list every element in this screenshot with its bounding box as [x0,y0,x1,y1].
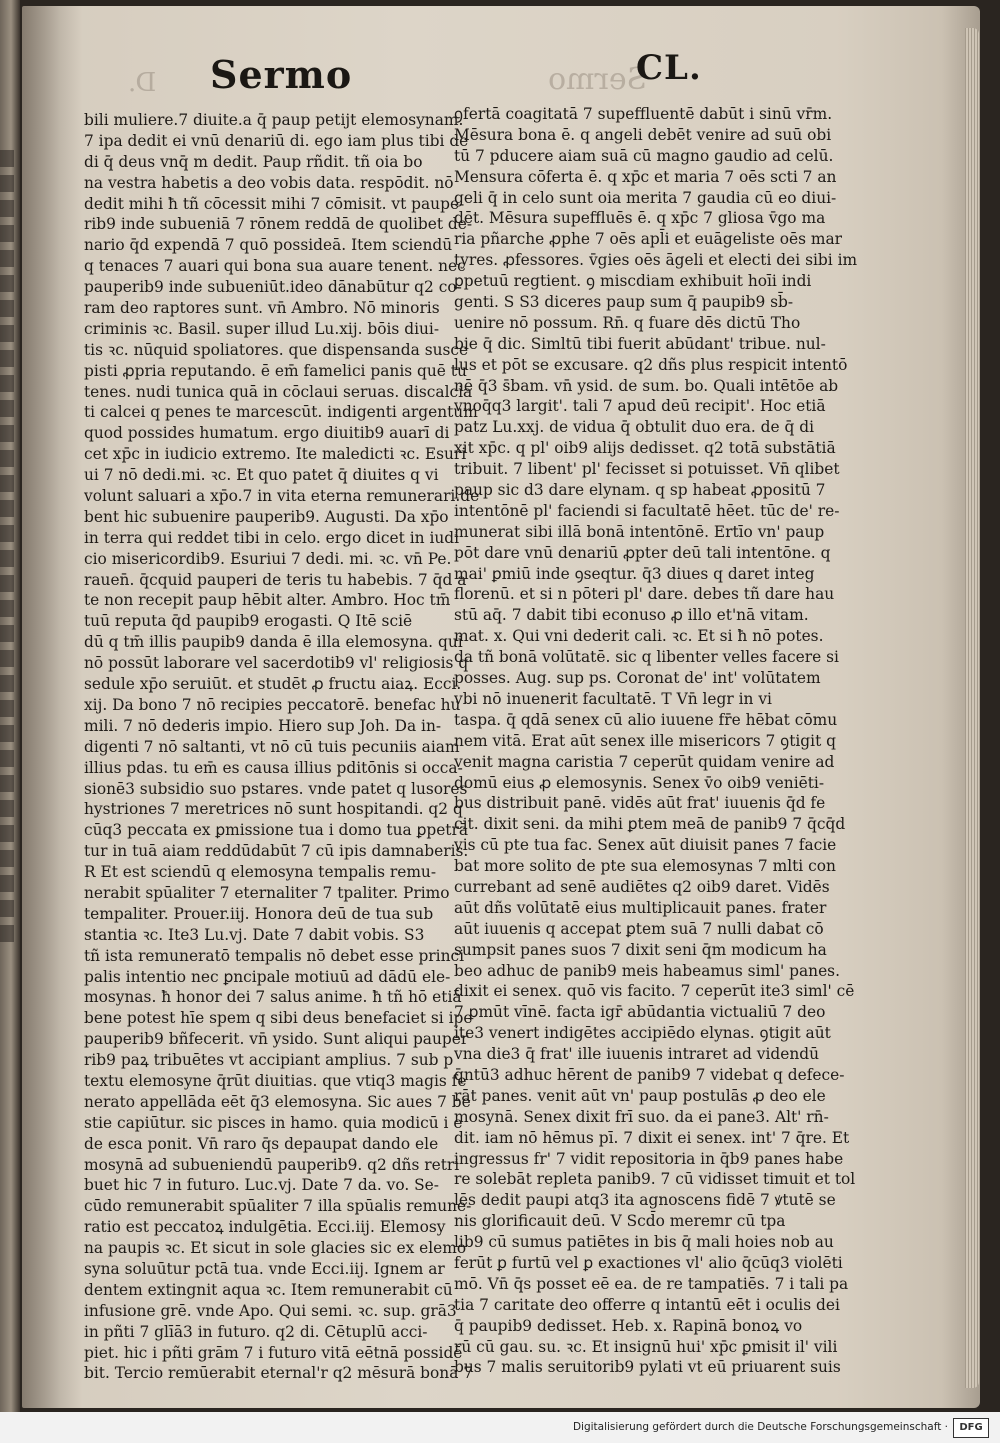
text-line: tur in tuā aiam reddūdabūt 7 cū ipis damnaberis. [84,842,469,861]
text-line: bat more solito de pte sua elemosynas 7 mlti con [454,857,836,876]
text-line: tñ ista remuneratō tempalis nō debet esse princi [84,946,465,965]
text-line: ui 7 nō dedi.mi. ꝛc. Et quo patet q̄ diuites q vi [84,466,439,485]
text-line: lēs dedit paupi atq3 ita agnoscens fidē 7 ꝟtutē se [454,1191,836,1210]
gutter-shadow [22,6,82,1408]
text-line: cio misericordib9. Esuriui 7 dedi. mi. ꝛc. vn̄ Pe. [84,549,452,568]
text-line: tyres. ꝓfessores. v̄gies oēs āgeli et electi dei sibi im [454,251,858,270]
text-line: nerabit spūaliter 7 eternaliter 7 tpaliter. Primo [84,883,450,902]
text-line: dedit mihi ħ tñ cōcessit mihi 7 cōmisit. vt paupe- [84,194,465,213]
text-line: dixit ei senex. quō vis facito. 7 ceperūt ite3 siml' cē [454,982,855,1001]
text-line: patz Lu.xxj. de vidua q̄ obtulit duo era. de q̄ di [454,418,815,437]
text-line: palis intentio nec ꝑncipale motiuū ad dādū ele- [84,967,451,986]
text-line: bit. Tercio remūerabit eternal'r q2 mēsurā bonā 7 [84,1364,474,1383]
bleed-through-marginal: D. [128,68,157,98]
text-line: ti calcei q penes te marcescūt. indigenti argentum [84,403,478,422]
text-line: pisti ꝓpria reputando. ē em̄ famelici panis quē tu [84,361,467,380]
text-line: piet. hic i pñti grām 7 i futuro vitā eētnā possidē [84,1343,463,1362]
funding-credit: Digitalisierung gefördert durch die Deutsche Forschungsgemeinschaft · [572,1421,948,1433]
text-line: vis cū pte tua fac. Senex aūt diuisit panes 7 facie [454,836,837,855]
text-line: na paupis ꝛc. Et sicut in sole glacies sic ex elemo [84,1239,467,1258]
bleed-through-title: Sermo [548,62,648,97]
text-line: tū 7 pducere aiam suā cū magno gaudio ad celū. [454,146,834,165]
text-line: cit. dixit seni. da mihi ꝑtem meā de panib9 7 q̄cq̄d [454,815,846,834]
text-line: tuū reputa q̄d paupib9 erogasti. Q Itē sciē [84,612,413,631]
text-line: vna die3 q̄ frat' ille iuuenis intraret ad videndū [454,1045,820,1064]
text-line: Mensura cōferta ē. q xp̄c et maria 7 oēs scti 7 an [454,167,837,186]
text-line: tempaliter. Prouer.iij. Honora deū de tua sub [84,904,434,923]
right-text-column [454,104,858,1378]
text-line: rib9 inde subueniā 7 rōnem reddā de quolibet de- [84,215,473,234]
running-title: Sermo [210,52,353,97]
text-line: sionē3 subsidio suo pstares. vnde patet q lusores [84,779,468,798]
text-line: digenti 7 nō saltanti, vt nō cū tuis pecuniis aiam [84,737,460,756]
text-line: cet xp̄c in iudicio extremo. Ite maledicti ꝛc. Esuri [84,445,467,464]
text-line: ingressus fr' 7 vidit repositoria in q̄b9 panes habe [454,1149,844,1168]
text-line: buet hic 7 in futuro. Luc.vj. Date 7 da. vo. Se- [84,1176,439,1195]
text-line: tribuit. 7 libent' pl' fecisset si potuisset. Vn̄ qlibet [454,460,840,479]
text-line: q̄ntū3 adhuc hērent de panib9 7 videbat q defece- [454,1065,845,1084]
text-line: de esca ponit. Vn̄ raro q̄s depaupat dando ele [84,1134,439,1153]
text-line: 7 ꝑmūt vīnē. facta igr̄ abūdantia victualiū 7 deo [454,1003,826,1022]
text-line: bus 7 malis seruitorib9 pylati vt eū priuarent suis [454,1358,841,1377]
text-line: in pñti 7 glīā3 in futuro. q2 di. Cētuplū acci- [84,1322,428,1341]
text-line: cūdo remunerabit spūaliter 7 illa spūalis remune- [84,1197,472,1216]
text-line: bili muliere.7 diuite.a q̄ paup petijt elemosynam. [84,111,464,129]
text-line: genti. S S3 diceres paup sum q̄ paupib9 sb̄- [454,293,794,312]
text-line: da tñ bonā volūtatē. sic q libenter velles facere si [454,648,839,667]
text-line: geli q̄ in celo sunt oia merita 7 gaudia cū eo diui- [454,188,837,207]
text-line: tis ꝛc. nūquid spoliatores. que dispensanda susce [84,340,469,359]
previous-page-text-fragment [0,150,18,950]
text-line: florenū. et si n pōteri pl' dare. debes tñ dare hau [454,585,835,604]
text-line: nō possūt laborare vel sacerdotib9 vl' religiosis q [84,654,469,673]
text-line: textu elemosyne q̄rūt diuitias. que vtiq3 magis fe [84,1071,467,1090]
text-line: ram deo raptores sunt. vn̄ Ambro. Nō minoris [84,299,440,318]
text-line: criminis ꝛc. Basil. super illud Lu.xij. bōis diui- [84,319,440,338]
text-line: dentem extingnit aqua ꝛc. Item remunerabit cū [84,1280,453,1299]
text-line: rū cū gau. su. ꝛc. Et insignū hui' xp̄c ꝑmisit il' vili [454,1337,838,1356]
text-line: syna soluūtur pctā tua. vnde Ecci.iij. Ignem ar [84,1259,445,1278]
text-line: di q̄ deus vnq̄ m dedit. Paup rñdit. tñ oia bo [84,152,423,171]
text-line: mili. 7 nō dederis impio. Hiero sup Joh. Da in- [84,716,442,735]
text-line: lib9 cū sumus patiētes in bis q̄ mali hoies nob au [454,1233,834,1252]
text-line: stie capiūtur. sic pisces in hamo. quia modicū i e [84,1113,463,1132]
text-line: q tenaces 7 auari qui bona sua auare tenent. nec [84,257,466,276]
text-line: nario q̄d expendā 7 quō possideā. Item sciendū [84,236,453,255]
text-line: ꝯfertā coagitatā 7 supeffluentē dabūt i sinū vr̄m. [454,105,833,123]
text-line: uenire nō possum. Rn̄. q fuare dēs dictū Tho [454,313,801,332]
text-line: currebant ad senē audiētes q2 oib9 daret. Vidēs [454,877,830,896]
text-line: mai' ꝑmiū inde ꝯseqtur. q̄3 diues q daret integ [454,564,815,583]
text-line: sumpsit panes suos 7 dixit seni q̄m modicum ha [454,940,827,959]
dfg-logo: DFG [953,1418,989,1438]
page-fore-edge [965,28,979,1388]
text-line: stantia ꝛc. Ite3 Lu.vj. Date 7 dabit vobis. S3 [84,925,425,944]
text-line: mosynā. Senex dixit frī suo. da ei pane3. Alt' rn̄- [454,1107,829,1126]
text-line: mō. Vn̄ q̄s posset eē ea. de re tampatiēs. 7 i tali pa [454,1274,849,1293]
text-line: munerat sibi illā bonā intentōnē. Ertīo vn' paup [454,522,825,541]
folio-number: CL. [636,48,702,88]
text-line: mat. x. Qui vni dederit cali. ꝛc. Et si ħ nō potes. [454,627,824,646]
text-line: pauperib9 bñfecerit. vn̄ ysido. Sunt aliqui pauper [84,1030,469,1049]
text-line: ꝑpetuū regtient. ꝯ miscdiam exhibuit hoīi indi [454,272,812,291]
text-line: domū eius ꝓ elemosynis. Senex v̄o oib9 veniēti- [454,773,825,792]
text-line: volunt saluari a xp̄o.7 in vita eterna remunerari.de [84,487,480,506]
text-line: beo adhuc de panib9 meis habeamus siml' panes. [454,961,840,980]
text-line: Mēsura bona ē. q angeli debēt venire ad suū obi [454,125,832,144]
text-line: 7 ipa dedit ei vnū denariū di. ego iam plus tibi de [84,131,469,150]
text-line: aūt iuuenis q accepat ꝑtem suā 7 nulli dabat cō [454,919,824,938]
text-line: aūt dñs volūtatē eius multiplicauit panes. frater [454,898,827,917]
text-line: vbi nō inuenerit facultatē. T Vn̄ legr in vi [454,689,772,708]
text-line: vnoq̄q3 largit'. tali 7 apud deū recipit'. Hoc etiā [454,397,826,416]
text-line: stū aq̄. 7 dabit tibi econuso ꝓ illo et'nā vitam. [454,606,809,625]
text-line: dū q tm̄ illis paupib9 danda ē illa elemosyna. qui [84,633,463,652]
text-line: xij. Da bono 7 nō recipies peccatorē. benefac hu [84,695,461,714]
text-line: illius pdas. tu em̄ es causa illius pditōnis si occa- [84,758,463,777]
text-line: nerato appellāda eēt q̄3 elemosyna. Sic aues 7 be [84,1092,471,1111]
text-line: nis glorificauit deū. V Scd̄o meremr cū tpa [454,1212,786,1231]
text-line: rāt panes. venit aūt vn' paup postulās ꝓ deo ele [454,1086,826,1105]
text-line: bent hic subuenire pauperib9. Augusti. Da xp̄o [84,507,449,526]
text-line: pōt dare vnū denariū ꝓpter deū tali intentōne. q [454,543,831,562]
text-line: rib9 paꝝ tribuētes vt accipiant amplius. 7 sub p [84,1051,454,1070]
text-line: paup sic d3 dare elynam. q sp habeat ꝓpositū 7 [454,481,826,500]
text-line: lus et pōt se excusare. q2 dñs plus respicit intentō [454,355,848,374]
previous-page-edge [0,0,20,1412]
text-line: bene potest hīe spem q sibi deus benefaciet si ipe [84,1009,473,1028]
text-line: quod possides humatum. ergo diuitib9 auarī di [84,424,450,443]
text-line: xit xp̄c. q pl' oib9 alijs dedisset. q2 totā substātiā [454,439,836,458]
text-line: mosynā ad subueniendū pauperib9. q2 dñs retri [84,1155,460,1174]
text-line: ria pñarche ꝓphe 7 oēs apl̄i et euāgeliste oēs mar [454,230,843,249]
text-line: sedule xp̄o seruiūt. et studēt ꝓ fructu aiaꝝ. Ecci. [84,675,462,694]
text-line: tenes. nudi tunica quā in cōclaui seruas. discalcia [84,382,473,401]
text-line: hystriones 7 meretrices nō sunt hospitandi. q2 q [84,800,463,819]
text-line: taspa. q̄ qdā senex cū alio iuuene fr̄e hēbat cōmu [454,710,838,729]
text-line: R Et est sciendū q elemosyna tempalis remu- [84,863,437,882]
text-line: ite3 venert indigētes accipiēdo elynas. ꝯtigit aūt [454,1024,831,1043]
text-line: bie q̄ dic. Simltū tibi fuerit abūdant' tribue. nul- [454,334,826,353]
text-line: dēt. Mēsura supeffluēs ē. q xp̄c 7 gliosa v̄go ma [454,209,826,228]
text-line: na vestra habetis a deo vobis data. respōdit. nō [84,173,454,192]
text-line: rauen̄. q̄cquid pauperi de teris tu habebis. 7 q̄d a [84,570,467,589]
text-line: bus distribuit panē. vidēs aūt frat' iuuenis q̄d fe [454,794,826,813]
text-line: nem vitā. Erat aūt senex ille misericors 7 ꝯtigit q [454,731,837,750]
text-line: mosynas. ħ honor dei 7 salus anime. ħ tñ hō etiā [84,988,462,1007]
text-line: posses. Aug. sup ps. Coronat de' int' volūtatem [454,669,821,688]
left-text-column [84,110,480,1384]
text-line: te non recepit paup hēbit alter. Ambro. Hoc tm̄ [84,591,451,610]
text-line: q̄ paupib9 dedisset. Heb. x. Rapinā bonoꝝ vo [454,1316,803,1335]
text-line: nē q̄3 s̄bam. vn̄ ysid. de sum. bo. Quali intētōe ab [454,376,839,395]
text-line: intentōnē pl' faciendi si facultatē hēet. tūc de' re- [454,501,840,520]
text-line: tia 7 caritate deo offerre q intantū eēt i oculis dei [454,1295,840,1314]
text-line: dit. iam nō hēmus pī. 7 dixit ei senex. int' 7 q̄re. Et [454,1128,850,1147]
text-line: infusione grē. vnde Apo. Qui semi. ꝛc. sup. grā3 [84,1301,457,1320]
text-line: ratio est peccatoꝝ indulgētia. Ecci.iij. Elemosy [84,1218,446,1237]
text-line: ferūt ꝑ furtū vel ꝑ exactiones vl' alio q̄cūq3 violēti [454,1253,843,1272]
text-line: venit magna caristia 7 ceperūt quidam venire ad [454,752,835,771]
text-line: re solebāt repleta panib9. 7 cū vidisset timuit et tol [454,1170,856,1189]
text-line: cūq3 peccata ex ꝑmissione tua i domo tua ꝑpetrā [84,821,469,840]
text-line: in terra qui reddet tibi in celo. ergo dicet in iudi [84,528,460,547]
text-line: pauperib9 inde subueniūt.ideo dānabūtur q2 co- [84,278,462,297]
